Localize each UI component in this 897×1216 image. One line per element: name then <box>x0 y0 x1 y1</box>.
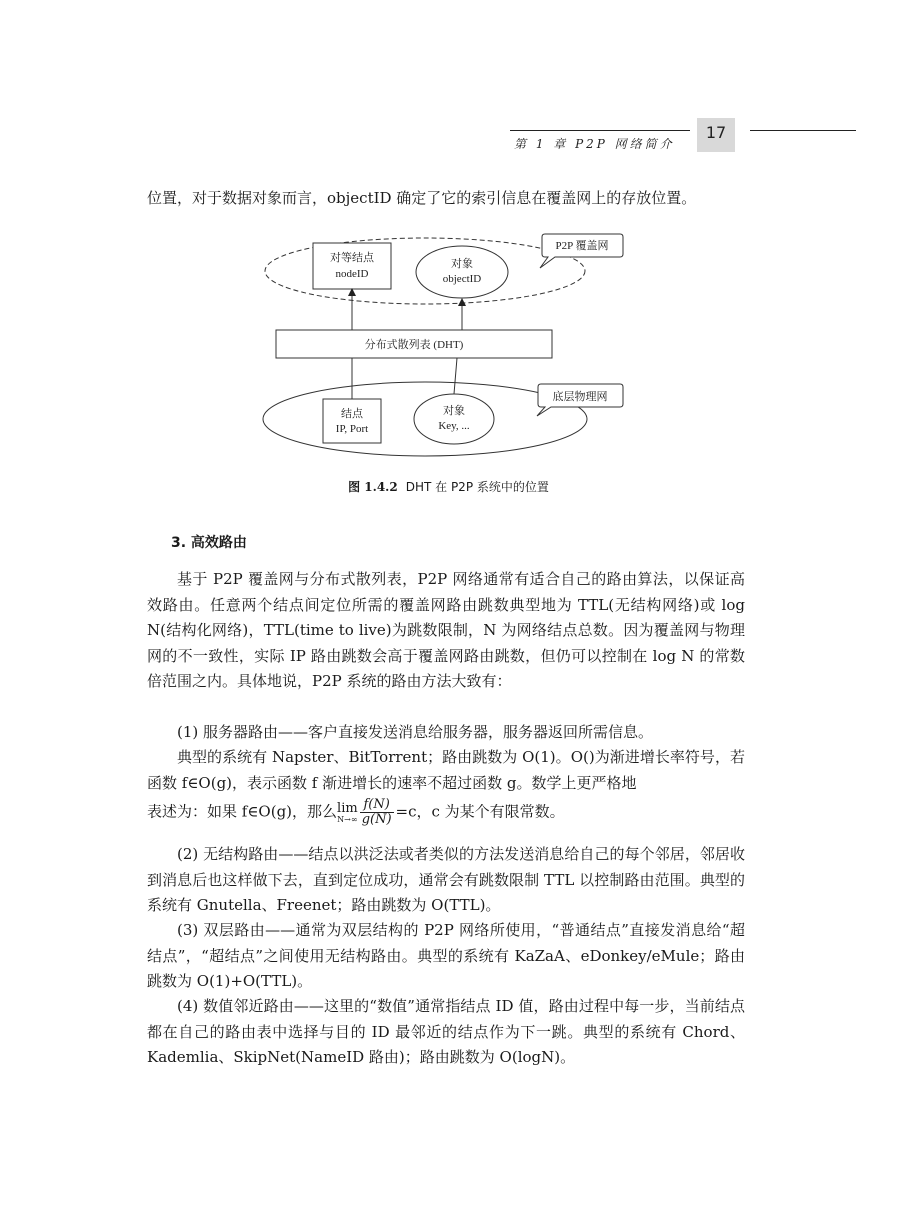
running-header <box>0 118 897 158</box>
page-number: 17 <box>697 118 735 152</box>
formula-limit <box>337 802 358 824</box>
peer-node-id: nodeID <box>335 268 369 280</box>
physical-label: 底层物理网 <box>552 391 608 403</box>
chapter-title: 第 1 章 P2P 网络简介 <box>514 137 675 151</box>
paragraph-routing-intro: 基于 P2P 覆盖网与分布式散列表，P2P 网络通常有适合自己的路由算法，以保证高效路由。任意两个结点间定位所需的覆盖网路由跳数典型地为 TTL(无结构网络)或 log N(结构化网络)，TTL(time to live)为跳数限制，N 为网络结点总数。因为覆盖网与物理网的不一致性，实际 IP 路由跳数会高于覆盖网路由跳数，但仍可以控制在 log N 的常数倍范围之内。具体地说，P2P 系统的路由方法大致有： <box>147 570 745 690</box>
formula-fraction <box>360 798 394 827</box>
physical-object-label: 对象 <box>443 405 465 417</box>
overlay-object-id: objectID <box>442 273 482 285</box>
big-o-formula <box>147 798 745 827</box>
peer-node-label: 对等结点 <box>330 252 374 264</box>
formula-lim-word: lim <box>337 800 358 816</box>
caption-text: DHT 在 P2P 系统中的位置 <box>405 480 549 494</box>
section-title: 3. 高效路由 <box>171 535 247 551</box>
header-rule <box>510 130 690 131</box>
physical-node-box <box>323 399 381 443</box>
header-rule-right <box>750 130 856 131</box>
dht-diagram <box>255 226 635 466</box>
item-numeric-routing: (4) 数值邻近路由——这里的“数值”通常指结点 ID 值，路由过程中每一步，当前结点都在自己的路由表中选择与目的 ID 最邻近的结点作为下一跳。典型的系统有 Chord、Kademlia、SkipNet(NameID 路由)；路由跳数为 O(logN)。 <box>147 997 745 1066</box>
formula-prefix: 表述为：如果 f∈O(g)，那么 <box>147 802 338 821</box>
peer-node-box <box>313 243 391 289</box>
physical-node-label: 结点 <box>341 408 363 420</box>
caption-number: 图 1.4.2 <box>348 480 398 494</box>
dht-label: 分布式散列表 (DHT) <box>364 339 464 351</box>
item-server-routing: (1) 服务器路由——客户直接发送消息给服务器，服务器返回所需信息。 <box>177 723 654 741</box>
physical-object-ellipse <box>414 394 494 444</box>
link-dht-object <box>454 358 457 394</box>
physical-object-key: Key, ... <box>438 420 470 432</box>
figure-caption <box>0 478 897 495</box>
overlay-object-label: 对象 <box>451 258 473 270</box>
formula-lim-sub: N→∞ <box>337 814 358 824</box>
overlay-object-ellipse <box>416 246 508 298</box>
physical-node-addr: IP, Port <box>335 423 369 435</box>
overlay-label: P2P 覆盖网 <box>555 240 609 252</box>
formula-numerator: f(N) <box>360 798 394 813</box>
formula-denominator: g(N) <box>361 812 392 827</box>
item-server-routing-detail: 典型的系统有 Napster、BitTorrent；路由跳数为 O(1)。O()为渐进增长率符号，若函数 f∈O(g)，表示函数 f 渐进增长的速率不超过函数 g。数学上更严格地 <box>147 748 745 792</box>
intro-line: 位置，对于数据对象而言，objectID 确定了它的索引信息在覆盖网上的存放位置。 <box>147 189 697 207</box>
item-two-tier-routing: (3) 双层路由——通常为双层结构的 P2P 网络所使用，“普通结点”直接发消息给“超结点”，“超结点”之间使用无结构路由。典型的系统有 KaZaA、eDonkey/eMule；路由跳数为 O(1)+O(TTL)。 <box>147 921 745 990</box>
formula-suffix: =c，c 为某个有限常数。 <box>395 802 565 821</box>
dht-figure <box>255 226 635 466</box>
item-unstructured-routing: (2) 无结构路由——结点以洪泛法或者类似的方法发送消息给自己的每个邻居，邻居收到消息后也这样做下去，直到定位成功，通常会有跳数限制 TTL 以控制路由范围。典型的系统有 Gnutella、Freenet；路由跳数为 O(TTL)。 <box>147 845 745 914</box>
